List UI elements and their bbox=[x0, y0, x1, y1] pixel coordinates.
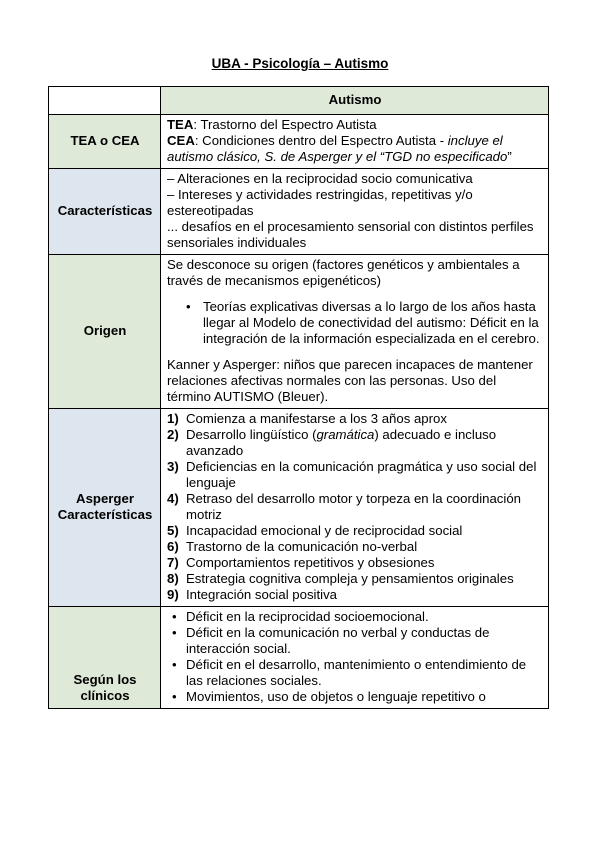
content-tea bbox=[161, 115, 549, 169]
caracteristica-line: ... desafíos en el procesamiento sensorial con distintos perfiles sensoriales individuales bbox=[167, 219, 534, 250]
asperger-list bbox=[167, 411, 543, 603]
item-text-post: ) adecuado e incluso avanzado bbox=[186, 427, 497, 458]
cea-abbr: CEA bbox=[167, 133, 195, 148]
list-item bbox=[167, 539, 543, 555]
row-asperger bbox=[49, 409, 549, 607]
list-item: • Déficit en la comunicación no verbal y conductas de interacción social. bbox=[167, 625, 543, 657]
header-empty-cell bbox=[49, 87, 161, 115]
item-text-italic: gramática bbox=[316, 427, 375, 442]
item-text: Deficiencias en la comunicación pragmática y uso social del lenguaje bbox=[186, 459, 537, 490]
item-number: 7) bbox=[167, 555, 179, 570]
content-clinicos bbox=[161, 607, 549, 709]
item-number: 3) bbox=[167, 459, 179, 474]
row-clinicos bbox=[49, 607, 549, 709]
item-number: 8) bbox=[167, 571, 179, 586]
content-origen bbox=[161, 255, 549, 409]
list-item bbox=[167, 587, 543, 603]
label-tea: TEA o CEA bbox=[49, 115, 161, 169]
header-row bbox=[49, 87, 549, 115]
label-asperger: Asperger Características bbox=[49, 409, 161, 607]
caracteristica-line: – Alteraciones en la reciprocidad socio comunicativa bbox=[167, 171, 473, 186]
row-caracteristicas bbox=[49, 169, 549, 255]
cea-italic: incluye el autismo clásico, S. de Asperger y el “TGD no especificado bbox=[167, 133, 508, 164]
list-item: • Déficit en el desarrollo, mantenimiento o entendimiento de las relaciones sociales. bbox=[167, 657, 543, 689]
list-item bbox=[167, 523, 543, 539]
list-item: • Déficit en la reciprocidad socioemocional. bbox=[167, 609, 543, 625]
row-origen bbox=[49, 255, 549, 409]
item-text: Trastorno de la comunicación no-verbal bbox=[186, 539, 418, 554]
caracteristica-line: – Intereses y actividades restringidas, repetitivas y/o estereotipadas bbox=[167, 187, 473, 218]
row-tea bbox=[49, 115, 549, 169]
list-item bbox=[167, 427, 543, 459]
tea-text: : Trastorno del Espectro Autista bbox=[193, 117, 377, 132]
item-text: Estrategia cognitiva compleja y pensamientos originales bbox=[186, 571, 514, 586]
content-caracteristicas bbox=[161, 169, 549, 255]
clinicos-list bbox=[167, 609, 543, 705]
item-number: 1) bbox=[167, 411, 179, 426]
origen-paragraph-1: Se desconoce su origen (factores genéticos y ambientales a través de mecanismos epigenéticos) bbox=[167, 257, 520, 288]
content-asperger bbox=[161, 409, 549, 607]
origen-paragraph-2: Kanner y Asperger: niños que parecen incapaces de mantener relaciones afectivas normales con las personas. Uso del término AUTISMO (Bleuer). bbox=[167, 357, 533, 404]
item-text: Integración social positiva bbox=[186, 587, 338, 602]
list-item: • Movimientos, uso de objetos o lenguaje repetitivo o bbox=[167, 689, 543, 705]
list-item bbox=[167, 459, 543, 491]
item-text: Comienza a manifestarse a los 3 años aprox bbox=[186, 411, 447, 426]
header-autismo: Autismo bbox=[161, 87, 549, 115]
item-number: 2) bbox=[167, 427, 179, 442]
origen-bullet: • Teorías explicativas diversas a lo largo de los años hasta llegar al Modelo de conectividad del autismo: Déficit en la integración de la información especializada en el cerebro. bbox=[203, 299, 543, 347]
document-title: UBA - Psicología – Autismo bbox=[211, 56, 389, 71]
cea-line bbox=[167, 133, 543, 165]
cea-end: ” bbox=[507, 149, 512, 164]
label-clinicos: Según los clínicos bbox=[49, 607, 161, 709]
item-text-pre: Desarrollo lingüístico ( bbox=[186, 427, 317, 442]
tea-line bbox=[167, 117, 543, 133]
origen-bullet-list bbox=[167, 299, 543, 347]
item-number: 4) bbox=[167, 491, 179, 506]
label-origen: Origen bbox=[49, 255, 161, 409]
item-number: 5) bbox=[167, 523, 179, 538]
list-item bbox=[167, 555, 543, 571]
list-item bbox=[167, 411, 543, 427]
tea-abbr: TEA bbox=[167, 117, 194, 132]
item-number: 9) bbox=[167, 587, 179, 602]
list-item bbox=[167, 571, 543, 587]
item-text: Retraso del desarrollo motor y torpeza en la coordinación motriz bbox=[186, 491, 521, 522]
item-text: Incapacidad emocional y de reciprocidad social bbox=[186, 523, 463, 538]
autism-table bbox=[48, 86, 549, 709]
list-item bbox=[167, 491, 543, 523]
cea-text: : Condiciones dentro del Espectro Autista - bbox=[194, 133, 448, 148]
item-text: Comportamientos repetitivos y obsesiones bbox=[186, 555, 435, 570]
label-caracteristicas: Características bbox=[49, 169, 161, 255]
item-number: 6) bbox=[167, 539, 179, 554]
